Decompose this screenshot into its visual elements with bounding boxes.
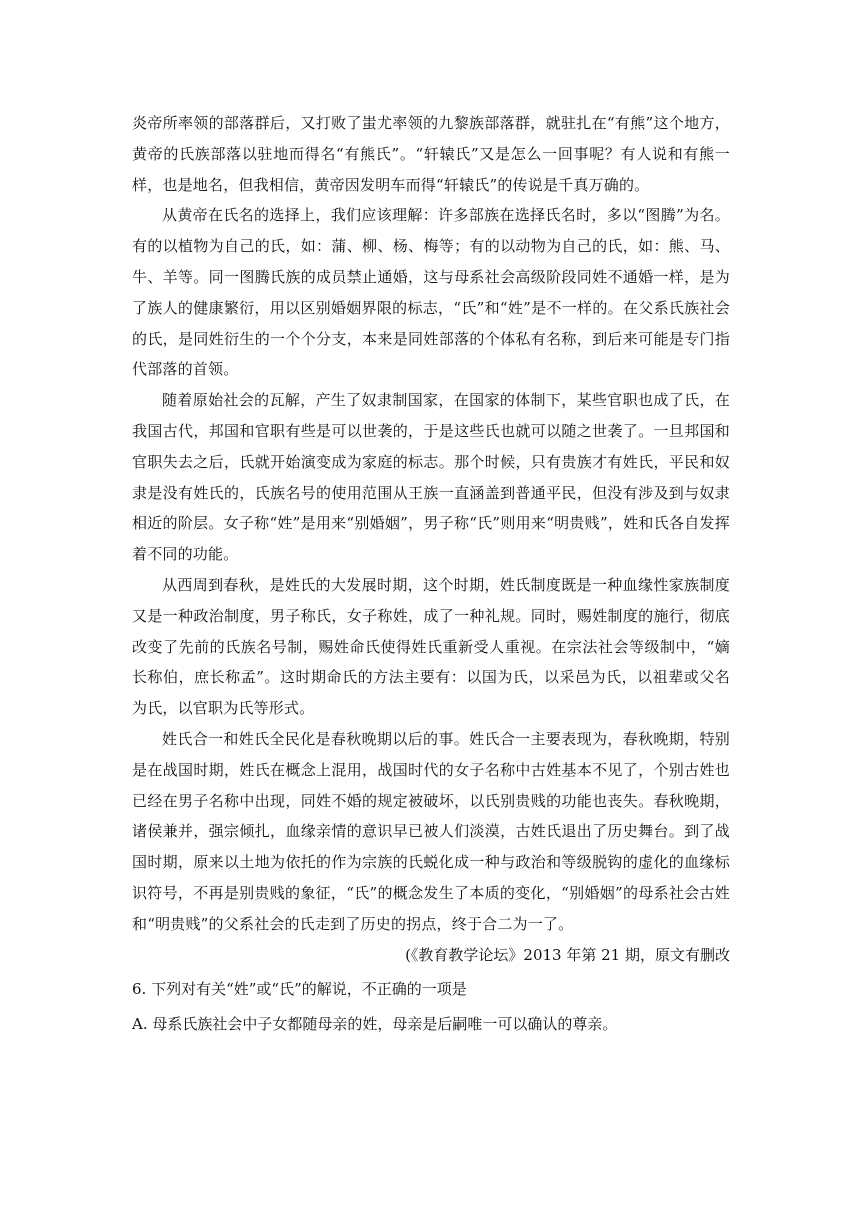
option-a: A. 母系氏族社会中子女都随母亲的姓，母亲是后嗣唯一可以确认的尊亲。 <box>132 1015 618 1034</box>
document-page <box>132 108 730 1040</box>
question-6: 6. 下列对有关“姓”或“氏”的解说，不正确的一项是 <box>132 980 467 999</box>
source-citation: (《教育教学论坛》2013 年第 21 期，原文有删改 <box>405 945 730 964</box>
paragraph-4: 从西周到春秋，是姓氏的大发展时期，这个时期，姓氏制度既是一种血缘性家族制度又是一种政治制度，男子称氏，女子称姓，成了一种礼规。同时，赐姓制度的施行，彻底改变了先前的氏族名号制，赐姓命氏使得姓氏重新受人重视。在宗法社会等级制中，“嫡长称伯，庶长称孟”。这时期命氏的方法主要有：以国为氏，以采邑为氏，以祖辈或父名为氏，以官职为氏等形式。 <box>132 575 730 718</box>
paragraph-1: 炎帝所率领的部落群后，又打败了蚩尤率领的九黎族部落群，就驻扎在“有熊”这个地方，黄帝的氏族部落以驻地而得名“有熊氏”。“轩辕氏”又是怎么一回事呢？有人说和有熊一样，也是地名，但我相信，黄帝因发明车而得“轩辕氏”的传说是千真万确的。 <box>132 114 730 194</box>
paragraph-2: 从黄帝在氏名的选择上，我们应该理解：许多部族在选择氏名时，多以“图腾”为名。有的以植物为自己的氏，如：蒲、柳、杨、梅等；有的以动物为自己的氏，如：熊、马、牛、羊等。同一图腾氏族的成员禁止通婚，这与母系社会高级阶段同姓不通婚一样，是为了族人的健康繁衍，用以区别婚姻界限的标志，“氏”和“姓”是不一样的。在父系氏族社会的氏，是同姓衍生的一个个分支，本来是同姓部落的个体私有名称，到后来可能是专门指代部落的首领。 <box>132 206 730 379</box>
paragraph-5: 姓氏合一和姓氏全民化是春秋晚期以后的事。姓氏合一主要表现为，春秋晚期，特别是在战国时期，姓氏在概念上混用，战国时代的女子名称中古姓基本不见了，个别古姓也已经在男子名称中出现，同姓不婚的规定被破坏，以氏别贵贱的功能也丧失。春秋晚期，诸侯兼并，强宗倾扎，血缘亲情的意识早已被人们淡漠，古姓氏退出了历史舞台。到了战国时期，原来以土地为依托的作为宗族的氏蜕化成一种与政治和等级脱钩的虚化的血缘标识符号，不再是别贵贱的象征，“氏”的概念发生了本质的变化，“别婚姻”的母系社会古姓和“明贵贱”的父系社会的氏走到了历史的拐点，终于合二为一了。 <box>132 729 730 933</box>
paragraph-3: 随着原始社会的瓦解，产生了奴隶制国家，在国家的体制下，某些官职也成了氏，在我国古代，邦国和官职有些是可以世袭的，于是这些氏也就可以随之世袭了。一旦邦国和官职失去之后，氏就开始演变成为家庭的标志。那个时候，只有贵族才有姓氏，平民和奴隶是没有姓氏的，氏族名号的使用范围从王族一直涵盖到普通平民，但没有涉及到与奴隶相近的阶层。女子称“姓”是用来“别婚姻”，男子称“氏”则用来“明贵贱”，姓和氏各自发挥着不同的功能。 <box>132 391 730 564</box>
